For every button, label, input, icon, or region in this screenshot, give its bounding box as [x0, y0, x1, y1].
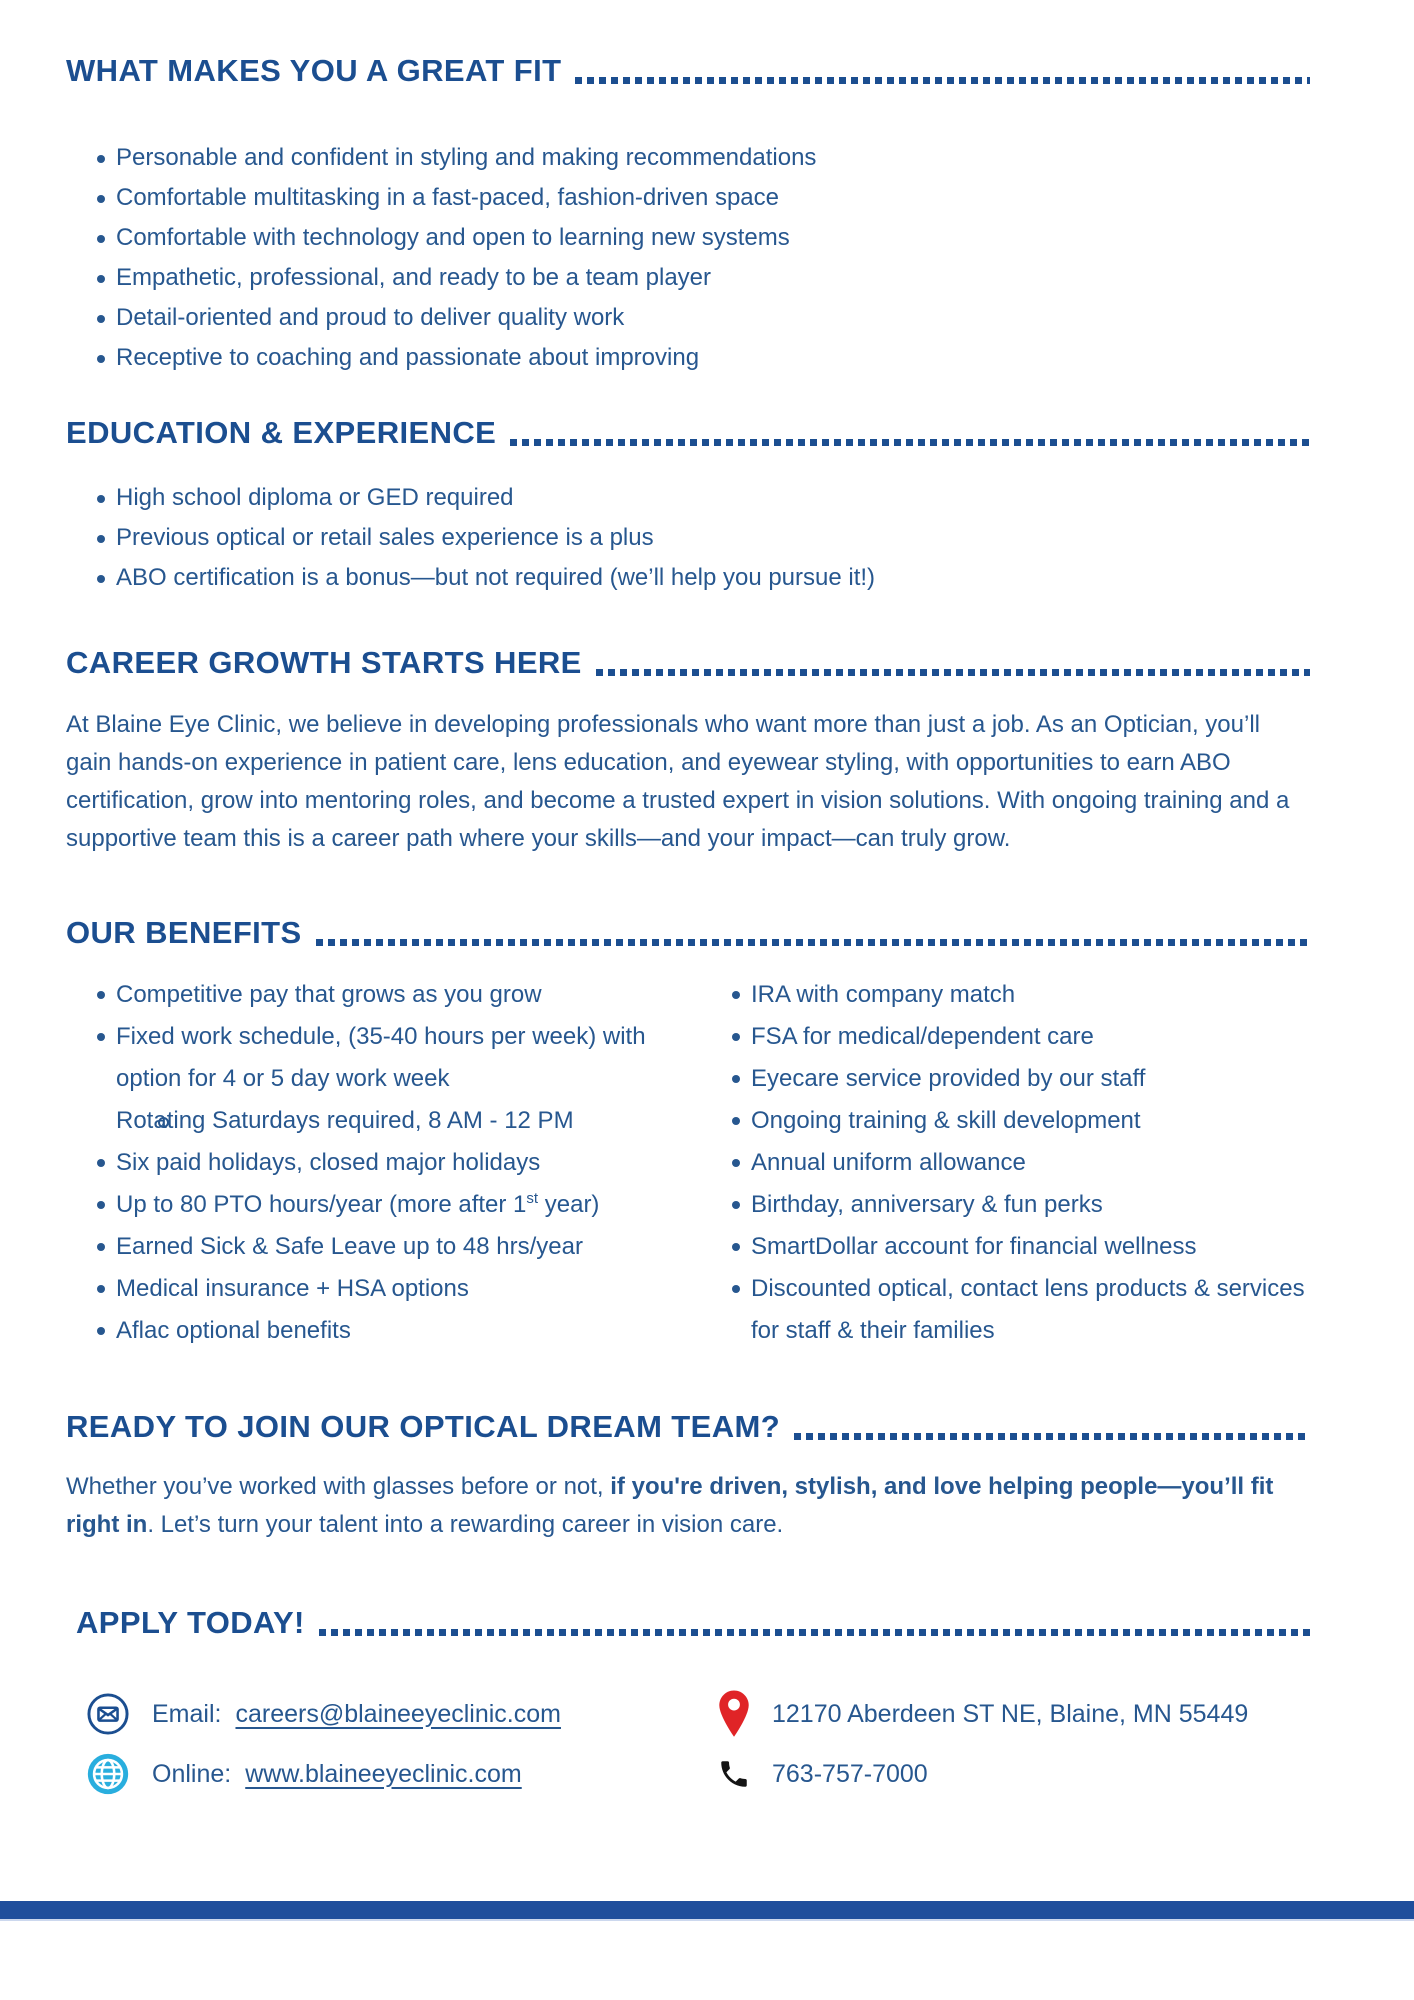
- list-item-text: Eyecare service provided by our staff: [751, 1065, 1146, 1092]
- phone-icon: [714, 1752, 754, 1796]
- bullet-dot-icon: [97, 235, 105, 243]
- dotted-leader: [510, 439, 1310, 446]
- list-item-text: IRA with company match: [751, 981, 1016, 1008]
- section-title: CAREER GROWTH STARTS HERE: [66, 645, 582, 680]
- list-item: [701, 974, 1310, 1016]
- section-title: OUR BENEFITS: [66, 915, 302, 950]
- section-heading-education: [66, 414, 1310, 452]
- bullet-dot-icon: [97, 155, 105, 163]
- list-item-text: ABO certification is a bonus—but not required (we’ll help you pursue it!): [116, 564, 876, 591]
- bullet-dot-icon: [732, 1033, 740, 1041]
- list-item: [66, 1310, 681, 1352]
- footer-accent-bar: [0, 1901, 1414, 1921]
- list-item-text: Annual uniform allowance: [751, 1149, 1026, 1176]
- list-item-text: Discounted optical, contact lens products & services for staff & their families: [751, 1275, 1305, 1344]
- website-link[interactable]: www.blaineeyeclinic.com: [245, 1759, 522, 1788]
- list-item-pto: [66, 1184, 681, 1226]
- list-item-sub: [66, 1100, 681, 1142]
- career-paragraph: At Blaine Eye Clinic, we believe in developing professionals who want more than just a job. As an Optician, you’ll gain hands-on experience in patient care, lens education, and eyewear styling, with opportunities to earn ABO certification, grow into mentoring roles, and become a trusted expert in vision solutions. With ongoing training and a supportive team this is a career path where your skills—and your impact—can truly grow.: [66, 711, 1290, 852]
- email-link[interactable]: careers@blaineeyeclinic.com: [235, 1699, 561, 1728]
- bullet-dot-icon: [97, 495, 105, 503]
- list-item: [66, 178, 1310, 218]
- list-item: [701, 1226, 1310, 1268]
- list-item: [66, 974, 681, 1016]
- list-item-text: Detail-oriented and proud to deliver quality work: [116, 304, 625, 331]
- list-item: [66, 1226, 681, 1268]
- list-item: [66, 518, 1310, 558]
- section-great-fit: [66, 52, 1310, 378]
- list-item-text: year): [538, 1191, 600, 1218]
- bullet-dot-icon: [732, 1117, 740, 1125]
- section-heading-great-fit: [66, 52, 1310, 90]
- list-item: [66, 218, 1310, 258]
- list-item: [701, 1268, 1310, 1352]
- section-ready-to-join: [66, 1408, 1310, 1544]
- bullet-circle-icon: [158, 1117, 169, 1128]
- bullet-dot-icon: [97, 1327, 105, 1335]
- bullet-dot-icon: [97, 355, 105, 363]
- benefits-left-list: [66, 974, 681, 1352]
- section-apply: [66, 1604, 1310, 1798]
- contact-block: [66, 1690, 1310, 1798]
- benefits-columns: [66, 974, 1310, 1352]
- ready-text-bold: if you're driven, stylish, and love helping people—you’ll fit right in: [66, 1473, 1274, 1538]
- contact-address-row: [714, 1690, 1248, 1738]
- contact-email-row: [86, 1690, 696, 1738]
- section-title: WHAT MAKES YOU A GREAT FIT: [66, 53, 562, 88]
- list-item: [701, 1100, 1310, 1142]
- list-item-text: Comfortable with technology and open to learning new systems: [116, 224, 790, 251]
- dotted-leader: [319, 1629, 1310, 1636]
- email-icon: [86, 1692, 130, 1736]
- contact-left-column: [66, 1690, 696, 1798]
- ready-text-lead: Whether you’ve worked with glasses before or not,: [66, 1473, 611, 1500]
- list-item: [701, 1184, 1310, 1226]
- list-item-text: FSA for medical/dependent care: [751, 1023, 1094, 1050]
- bullet-dot-icon: [97, 535, 105, 543]
- contact-right-column: [714, 1690, 1248, 1798]
- list-item-text: Competitive pay that grows as you grow: [116, 981, 542, 1008]
- list-item: [66, 1016, 681, 1100]
- list-item-text: Medical insurance + HSA options: [116, 1275, 469, 1302]
- list-item: [66, 478, 1310, 518]
- list-item-text: High school diploma or GED required: [116, 484, 514, 511]
- dotted-leader: [794, 1433, 1310, 1440]
- list-item-text: Up to 80 PTO hours/year (more after 1: [116, 1191, 527, 1218]
- list-item: [701, 1142, 1310, 1184]
- contact-phone-row: [714, 1750, 1248, 1798]
- bullet-dot-icon: [97, 991, 105, 999]
- email-label: Email:: [152, 1699, 222, 1728]
- list-item-text: Fixed work schedule, (35-40 hours per week) with option for 4 or 5 day work week: [116, 1023, 646, 1092]
- list-item: [66, 138, 1310, 178]
- dotted-leader: [316, 939, 1310, 946]
- bullet-dot-icon: [732, 1243, 740, 1251]
- bullet-dot-icon: [97, 1243, 105, 1251]
- bullet-dot-icon: [97, 575, 105, 583]
- list-item: [701, 1058, 1310, 1100]
- bullet-dot-icon: [97, 1033, 105, 1041]
- list-item-text: Personable and confident in styling and making recommendations: [116, 144, 817, 171]
- bullet-dot-icon: [732, 1285, 740, 1293]
- bullet-dot-icon: [97, 315, 105, 323]
- great-fit-list: [66, 138, 1310, 378]
- bullet-dot-icon: [97, 1159, 105, 1167]
- list-item: [701, 1016, 1310, 1058]
- section-heading-career: [66, 644, 1310, 682]
- section-heading-ready: [66, 1408, 1310, 1446]
- ready-text-tail: . Let’s turn your talent into a rewarding career in vision care.: [147, 1511, 784, 1538]
- list-item-text: Aflac optional benefits: [116, 1317, 351, 1344]
- list-item-text: Receptive to coaching and passionate about improving: [116, 344, 700, 371]
- list-item: [66, 1142, 681, 1184]
- section-career-growth: [66, 644, 1310, 858]
- bullet-dot-icon: [732, 1159, 740, 1167]
- address-text: 12170 Aberdeen ST NE, Blaine, MN 55449: [772, 1699, 1249, 1728]
- contact-online-row: [86, 1750, 696, 1798]
- bullet-dot-icon: [732, 991, 740, 999]
- section-benefits: [66, 914, 1310, 1352]
- ordinal-superscript: st: [526, 1190, 539, 1207]
- section-title: EDUCATION & EXPERIENCE: [66, 415, 497, 450]
- benefits-right-list: [701, 974, 1310, 1352]
- list-item-text: Comfortable multitasking in a fast-paced, fashion-driven space: [116, 184, 779, 211]
- section-heading-apply: [66, 1604, 1310, 1642]
- section-title: APPLY TODAY!: [76, 1605, 305, 1640]
- list-item: [66, 258, 1310, 298]
- section-title: READY TO JOIN OUR OPTICAL DREAM TEAM?: [66, 1409, 781, 1444]
- section-education: [66, 414, 1310, 598]
- list-item-text: SmartDollar account for financial wellness: [751, 1233, 1197, 1260]
- bullet-dot-icon: [732, 1201, 740, 1209]
- location-pin-icon: [714, 1692, 754, 1736]
- bullet-dot-icon: [732, 1075, 740, 1083]
- list-item-text: Earned Sick & Safe Leave up to 48 hrs/year: [116, 1233, 583, 1260]
- list-item: [66, 338, 1310, 378]
- bullet-dot-icon: [97, 1201, 105, 1209]
- bullet-dot-icon: [97, 275, 105, 283]
- globe-icon: [86, 1752, 130, 1796]
- list-item-text: Empathetic, professional, and ready to be a team player: [116, 264, 712, 291]
- education-list: [66, 478, 1310, 598]
- list-item: [66, 1268, 681, 1310]
- list-item-text: Birthday, anniversary & fun perks: [751, 1191, 1103, 1218]
- bullet-dot-icon: [97, 195, 105, 203]
- list-item-text: Previous optical or retail sales experience is a plus: [116, 524, 654, 551]
- bullet-dot-icon: [97, 1285, 105, 1293]
- list-item: [66, 558, 1310, 598]
- list-item: [66, 298, 1310, 338]
- list-item-text: Ongoing training & skill development: [751, 1107, 1141, 1134]
- list-item-text: Six paid holidays, closed major holidays: [116, 1149, 541, 1176]
- list-item-text: Rotating Saturdays required, 8 AM - 12 PM: [116, 1107, 574, 1134]
- phone-text: 763-757-7000: [772, 1759, 928, 1788]
- dotted-leader: [575, 77, 1310, 84]
- ready-paragraph: [66, 1468, 1310, 1544]
- section-heading-benefits: [66, 914, 1310, 952]
- dotted-leader: [596, 669, 1310, 676]
- online-label: Online:: [152, 1759, 232, 1788]
